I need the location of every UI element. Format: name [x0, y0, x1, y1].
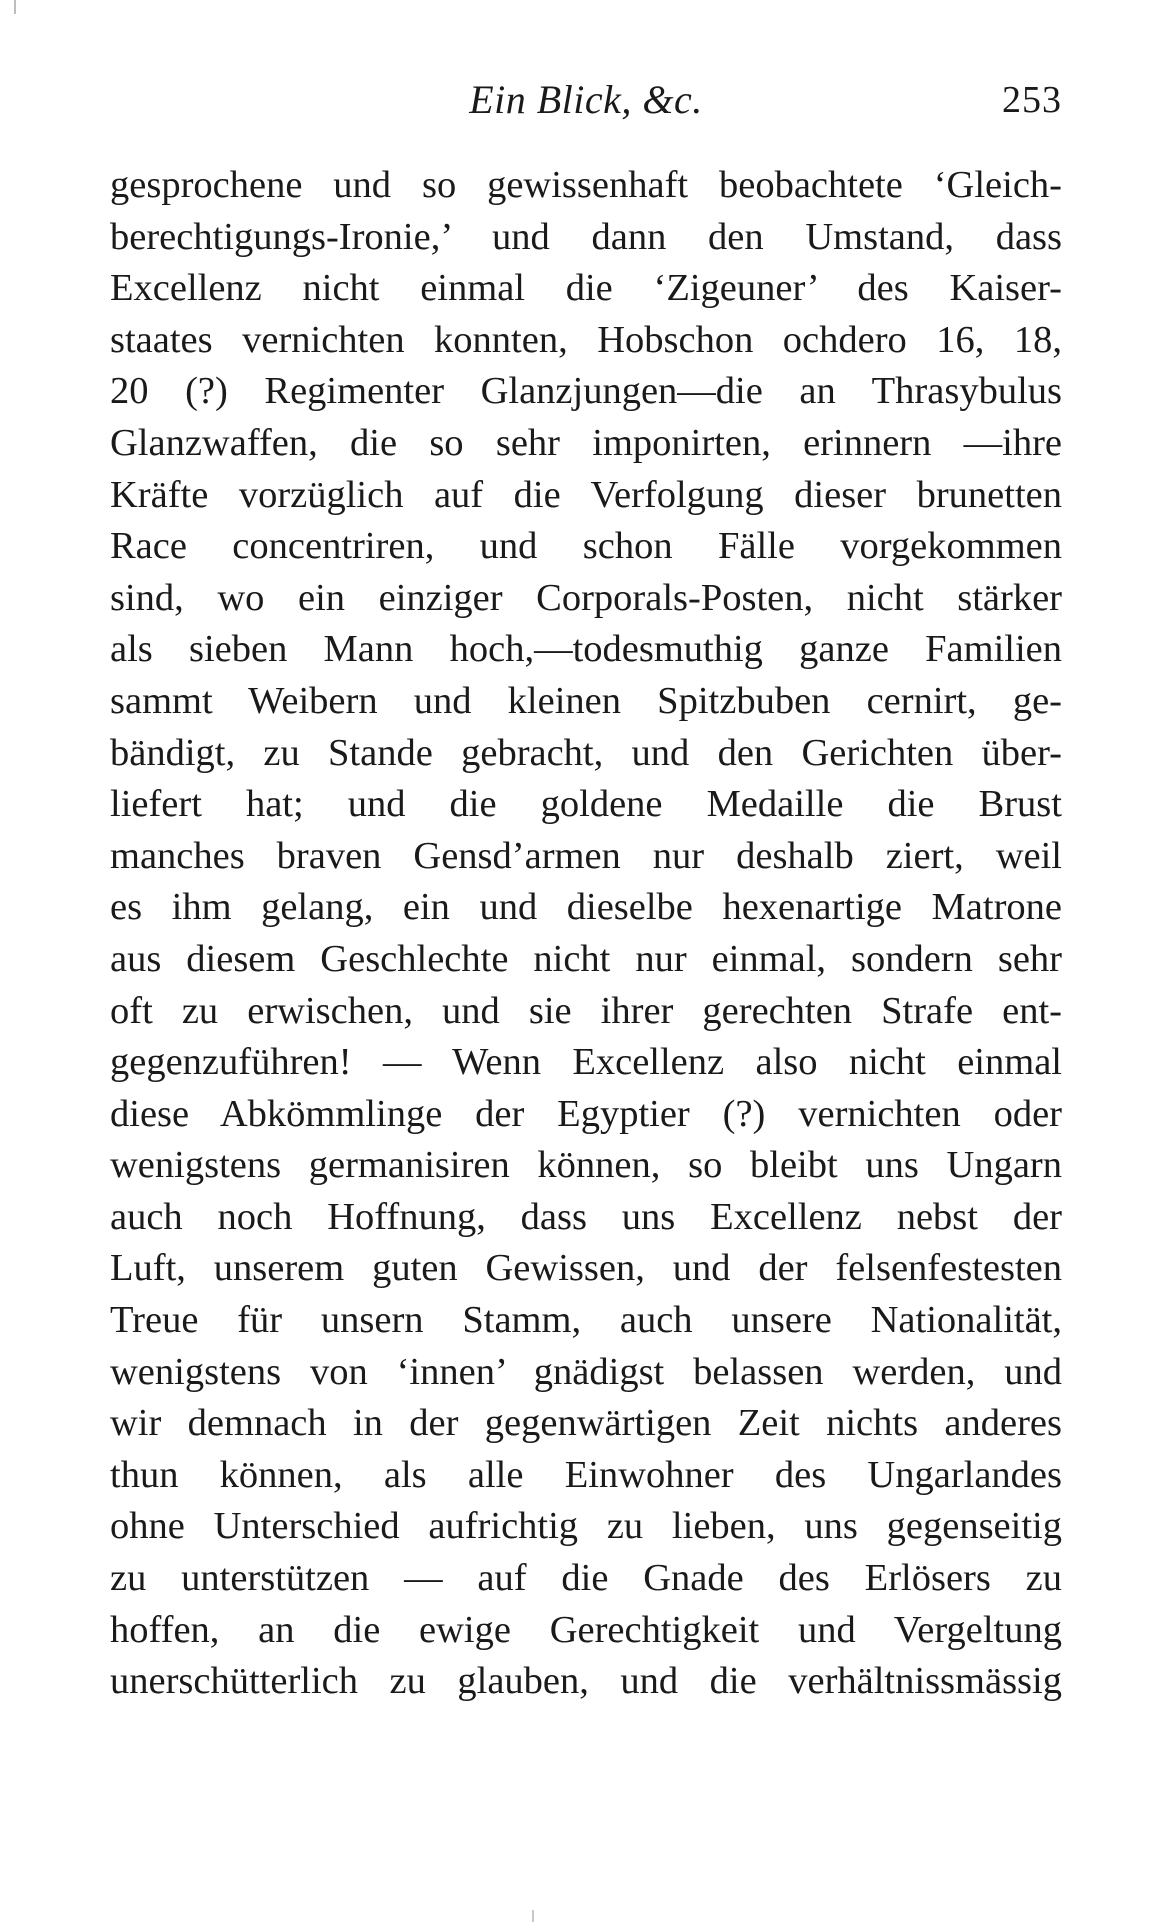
- text-line: berechtigungs-Ironie,’ und dann den Umstand, dass: [110, 215, 1062, 258]
- text-line: bändigt, zu Stande gebracht, und den Gerichten über-: [110, 731, 1062, 774]
- body-text: [110, 160, 1062, 1708]
- text-line: wenigstens von ‘innen’ gnädigst belassen werden, und: [110, 1350, 1062, 1393]
- text-line: diese Abkömmlinge der Egyptier (?) vernichten oder: [110, 1092, 1062, 1135]
- page-number: 253: [1002, 79, 1062, 121]
- text-line: gesprochene und so gewissenhaft beobachtete ‘Gleich-: [110, 164, 1062, 206]
- text-line: wenigstens germanisiren können, so bleibt uns Ungarn: [110, 1144, 1062, 1187]
- text-line: gegenzuführen! — Wenn Excellenz also nicht einmal: [110, 1041, 1062, 1084]
- text-line: Excellenz nicht einmal die ‘Zigeuner’ des Kaiser-: [110, 267, 1062, 310]
- text-line: ohne Unterschied aufrichtig zu lieben, uns gegenseitig: [110, 1505, 1062, 1548]
- text-line: Kräfte vorzüglich auf die Verfolgung dieser brunetten: [110, 473, 1062, 516]
- text-line: Luft, unserem guten Gewissen, und der felsenfestesten: [110, 1247, 1062, 1290]
- text-line: als sieben Mann hoch,—todesmuthig ganze Familien: [110, 628, 1062, 671]
- text-line: thun können, als alle Einwohner des Ungarlandes: [110, 1453, 1062, 1496]
- text-line: zu unterstützen — auf die Gnade des Erlösers zu: [110, 1557, 1062, 1600]
- text-line: wir demnach in der gegenwärtigen Zeit nichts anderes: [110, 1402, 1062, 1445]
- scan-mark-bottom: [532, 1910, 534, 1922]
- text-line: hoffen, an die ewige Gerechtigkeit und Vergeltung: [110, 1608, 1062, 1651]
- text-line: liefert hat; und die goldene Medaille die Brust: [110, 783, 1062, 826]
- text-line: Treue für unsern Stamm, auch unsere Nationalität,: [110, 1299, 1062, 1342]
- text-line: es ihm gelang, ein und dieselbe hexenartige Matrone: [110, 886, 1062, 929]
- text-line: sammt Weibern und kleinen Spitzbuben cernirt, ge-: [110, 679, 1062, 722]
- page-header: [110, 76, 1062, 132]
- running-title: Ein Blick, &c.: [469, 77, 703, 122]
- text-line: Race concentriren, und schon Fälle vorgekommen: [110, 525, 1062, 568]
- text-line: sind, wo ein einziger Corporals-Posten, nicht stärker: [110, 576, 1062, 619]
- text-line: auch noch Hoffnung, dass uns Excellenz nebst der: [110, 1195, 1062, 1238]
- text-line: aus diesem Geschlechte nicht nur einmal, sondern sehr: [110, 937, 1062, 980]
- scan-mark-top: [14, 0, 16, 14]
- text-line: 20 (?) Regimenter Glanzjungen—die an Thrasybulus: [110, 370, 1062, 413]
- text-line: Glanzwaffen, die so sehr imponirten, erinnern —ihre: [110, 421, 1062, 464]
- text-line: staates vernichten konnten, Hobschon ochdero 16, 18,: [110, 318, 1062, 361]
- text-line: oft zu erwischen, und sie ihrer gerechten Strafe ent-: [110, 989, 1062, 1032]
- text-line: unerschütterlich zu glauben, und die verhältnissmässig: [110, 1660, 1062, 1703]
- text-line: manches braven Gensd’armen nur deshalb ziert, weil: [110, 834, 1062, 877]
